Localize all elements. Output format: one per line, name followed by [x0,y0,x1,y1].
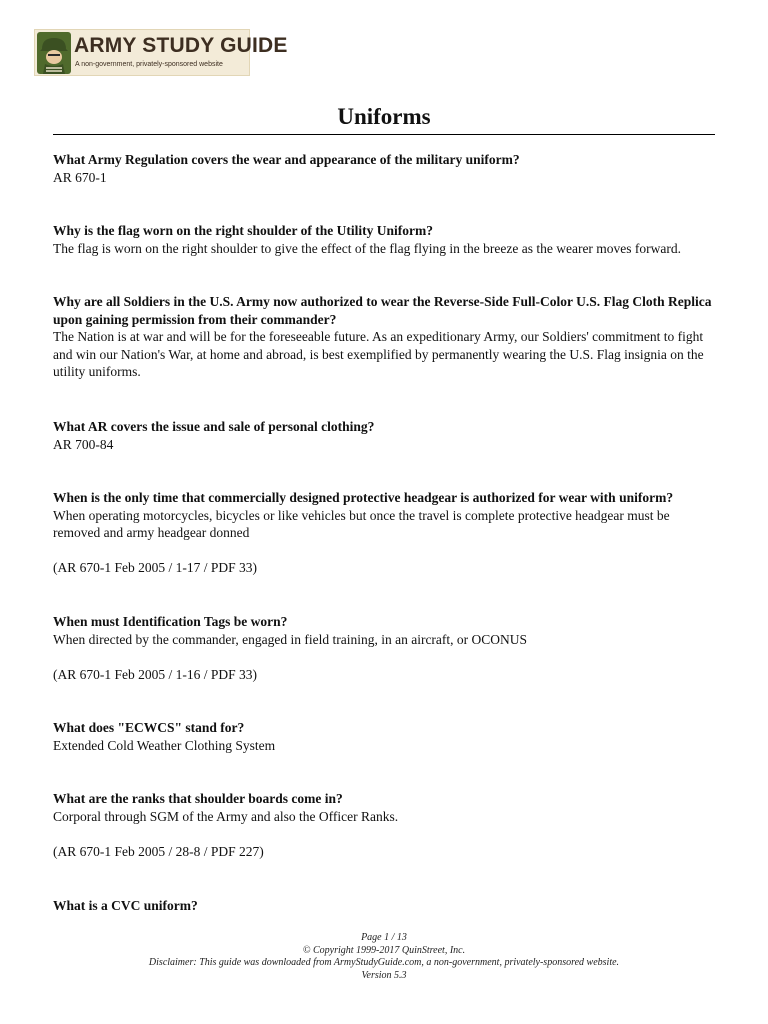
version: Version 5.3 [361,969,407,981]
title-divider [53,134,715,135]
disclaimer: Disclaimer: This guide was downloaded from ArmyStudyGuide.com, a non-government, privately-sponsored website. [148,957,620,968]
qa-item [53,489,717,577]
qa-item [53,418,717,453]
regulation-reference: (AR 670-1 Feb 2005 / 1-16 / PDF 33) [53,666,258,682]
question: What does "ECWCS" stand for? [53,720,245,735]
question: When must Identification Tags be worn? [53,614,288,629]
site-logo [34,29,288,76]
qa-item [53,222,717,257]
qa-item [53,293,717,381]
question: What is a CVC uniform? [53,898,198,913]
logo-subtitle: A non-government, privately-sponsored website [75,61,223,68]
qa-item [53,719,717,754]
question: Why are all Soldiers in the U.S. Army now authorized to wear the Reverse-Side Full-Color U.S. Flag Cloth Replica upon gaining permission from their commander? [53,294,712,327]
logo-title: ARMY STUDY GUIDE [74,34,288,57]
answer: Extended Cold Weather Clothing System [53,737,276,753]
question: Why is the flag worn on the right shoulder of the Utility Uniform? [53,223,433,238]
answer: The Nation is at war and will be for the foreseeable future. As an expeditionary Army, our Soldiers' commitment to fight and win our Nation's War, at home and abroad, is best exemplified by permanently wearing the U.S. Flag insignia on the utility uniforms. [53,329,704,380]
qa-item [53,151,717,186]
answer: When operating motorcycles, bicycles or like vehicles but once the travel is complete protective headgear must be removed and army headgear donned [53,507,670,541]
qa-item [53,613,717,683]
answer: AR 670-1 [53,169,107,185]
answer: The flag is worn on the right shoulder to give the effect of the flag flying in the breeze as the wearer moves forward. [53,240,682,256]
page-footer [0,932,768,982]
question: What are the ranks that shoulder boards come in? [53,791,343,806]
question: What Army Regulation covers the wear and appearance of the military uniform? [53,152,520,167]
answer: Corporal through SGM of the Army and also the Officer Ranks. [53,808,399,824]
qa-item [53,897,717,915]
question: What AR covers the issue and sale of personal clothing? [53,419,375,434]
regulation-reference: (AR 670-1 Feb 2005 / 1-17 / PDF 33) [53,560,258,576]
regulation-reference: (AR 670-1 Feb 2005 / 28-8 / PDF 227) [53,843,264,859]
page-number: Page 1 / 13 [361,932,407,943]
qa-item [53,790,717,860]
answer: When directed by the commander, engaged in field training, in an aircraft, or OCONUS [53,631,528,647]
page-title: Uniforms [337,104,431,129]
answer: AR 700-84 [53,436,114,452]
soldier-helmet-icon [37,32,71,74]
question: When is the only time that commercially designed protective headgear is authorized for wear with uniform? [53,490,674,505]
copyright: © Copyright 1999-2017 QuinStreet, Inc. [302,944,466,956]
